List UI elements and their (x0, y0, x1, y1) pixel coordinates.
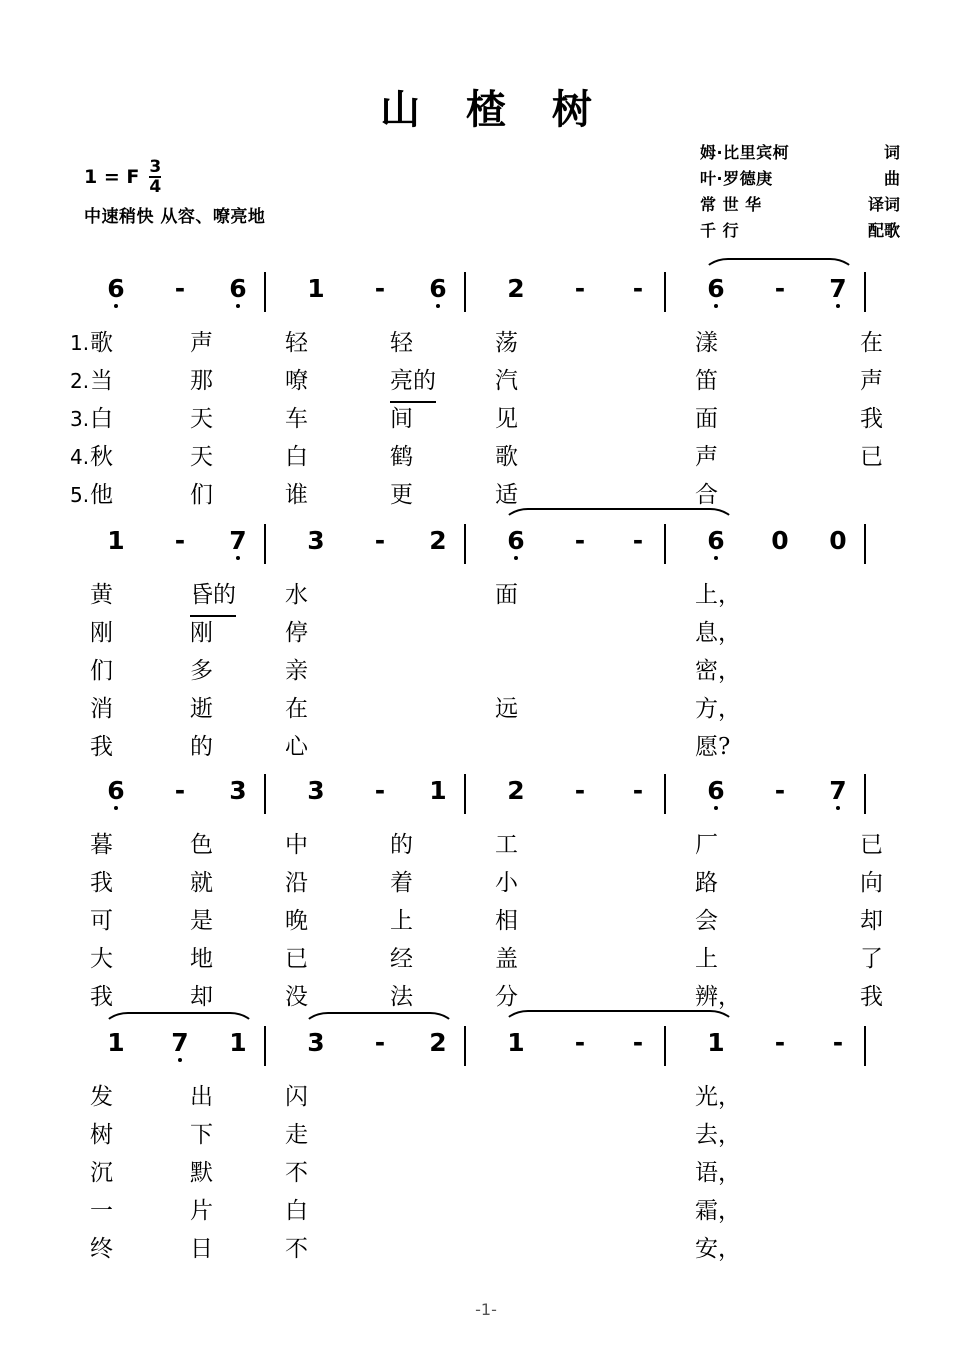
barline-end (864, 272, 866, 312)
note: 0 (771, 526, 789, 555)
lyric-line (70, 826, 910, 864)
lyric-syllable: 已 (860, 444, 883, 470)
lyrics-block (70, 1078, 910, 1268)
lyric-syllable: 默 (190, 1160, 213, 1186)
barline (264, 1026, 266, 1066)
lyric-syllable: 的 (390, 832, 413, 858)
lyric-syllable: 沿 (285, 870, 308, 896)
barline (664, 1026, 666, 1066)
note-dash: - (374, 274, 386, 303)
note: 6 (222, 268, 254, 310)
low-octave-dot (114, 806, 118, 810)
lyric-syllable: 见 (495, 406, 518, 432)
lyric-syllable: 车 (285, 406, 308, 432)
lyric-syllable: 白 (285, 1198, 308, 1224)
lyric-syllable: 没 (285, 984, 308, 1010)
credit-row-lyricist (700, 140, 900, 166)
note: 6 (100, 770, 132, 812)
lyric-syllable: 笛 (695, 368, 718, 394)
lyric-syllable: 地 (190, 946, 213, 972)
page-number: -1- (475, 1300, 497, 1319)
note: 6 (700, 268, 732, 310)
lyric-syllable: 相 (495, 908, 518, 934)
lyric-syllable: 多 (190, 658, 213, 684)
low-octave-dot (836, 304, 840, 308)
lyric-syllable: 中 (285, 832, 308, 858)
lyrics-block (70, 576, 910, 766)
lyric-line (70, 400, 910, 438)
notation-row (70, 770, 910, 826)
lyric-syllable: 我 (860, 984, 883, 1010)
lyric-syllable: 面 (695, 406, 718, 432)
note-dash: - (774, 1028, 786, 1057)
lyric-syllable: 语， (695, 1160, 741, 1186)
lyric-syllable: 却 (190, 984, 213, 1010)
lyric-syllable: 就 (190, 870, 213, 896)
note-dash: - (374, 1028, 386, 1057)
lyric-syllable: 刚 (190, 620, 213, 646)
lyric-syllable: 暮 (90, 832, 113, 858)
lyric-syllable: 声 (695, 444, 718, 470)
lyric-line (70, 652, 910, 690)
lyric-line (70, 1116, 910, 1154)
lyric-syllable: 方， (695, 696, 741, 722)
note-dash: - (374, 526, 386, 555)
lyric-syllable: 荡 (495, 330, 518, 356)
lyric-syllable: 大 (90, 946, 113, 972)
lyric-line (70, 902, 910, 940)
barline (664, 524, 666, 564)
lyric-syllable: 嘹 (285, 368, 308, 394)
credit-name-composer: 叶·罗德庚 (700, 169, 773, 188)
lyric-line (70, 324, 910, 362)
lyrics-block (70, 826, 910, 1016)
lyric-syllable: 发 (90, 1084, 113, 1110)
lyric-syllable: 盖 (495, 946, 518, 972)
lyric-syllable: 辨， (695, 984, 741, 1010)
low-octave-dot (236, 556, 240, 560)
key-tempo-block (84, 156, 266, 227)
lyric-syllable: 却 (860, 908, 883, 934)
lyric-line (70, 864, 910, 902)
lyric-syllable: 秋 (90, 444, 113, 470)
lyrics-block (70, 324, 910, 514)
lyric-syllable: 刚 (90, 620, 113, 646)
lyric-syllable: 适 (495, 482, 518, 508)
lyric-syllable: 间 (390, 406, 413, 432)
music-system (70, 520, 910, 766)
lyric-syllable: 远 (495, 696, 518, 722)
low-octave-dot (714, 556, 718, 560)
tempo-marking: 中速稍快 从容、嘹亮地 (84, 207, 266, 227)
lyric-line (70, 728, 910, 766)
note-dash: - (174, 274, 186, 303)
lyric-syllable: 上， (695, 582, 741, 608)
low-octave-dot (514, 556, 518, 560)
lyric-syllable: 合 (695, 482, 718, 508)
lyric-syllable: 路 (695, 870, 718, 896)
low-octave-dot (114, 304, 118, 308)
note: 6 (700, 520, 732, 562)
lyric-syllable: 声 (190, 330, 213, 356)
lyric-syllable: 光， (695, 1084, 741, 1110)
barline (664, 774, 666, 814)
credit-row-arranger (700, 218, 900, 244)
note: 7 (164, 1022, 196, 1064)
lyric-syllable: 去， (695, 1122, 741, 1148)
lyric-syllable: 工 (495, 832, 518, 858)
note: 2 (429, 526, 447, 555)
lyric-syllable: 厂 (695, 832, 718, 858)
low-octave-dot (836, 806, 840, 810)
key-signature-line (84, 156, 265, 197)
lyric-syllable: 日 (190, 1236, 213, 1262)
lyric-syllable: 逝 (190, 696, 213, 722)
lyric-syllable: 声 (860, 368, 883, 394)
lyric-syllable: 色 (190, 832, 213, 858)
lyric-syllable: 在 (285, 696, 308, 722)
lyric-syllable: 分 (495, 984, 518, 1010)
credit-name-lyricist: 姆·比里宾柯 (700, 143, 790, 162)
barline (464, 272, 466, 312)
note: 3 (229, 776, 247, 805)
lyric-syllable: 闪 (285, 1084, 308, 1110)
low-octave-dot (178, 1058, 182, 1062)
lyric-syllable: 上 (695, 946, 718, 972)
lyric-syllable: 了 (860, 946, 883, 972)
music-system (70, 268, 910, 514)
time-signature-denominator: 4 (149, 176, 162, 197)
lyric-verse-number: 3. (70, 407, 90, 431)
lyric-syllable: 我 (860, 406, 883, 432)
low-octave-dot (714, 304, 718, 308)
note: 0 (829, 526, 847, 555)
slur (302, 1012, 456, 1030)
lyric-syllable: 天 (190, 444, 213, 470)
notation-row (70, 520, 910, 576)
notation-row (70, 268, 910, 324)
barline (464, 524, 466, 564)
note: 3 (307, 526, 325, 555)
lyric-line (70, 476, 910, 514)
lyric-syllable: 安， (695, 1236, 741, 1262)
barline (664, 272, 666, 312)
lyric-syllable: 白 (285, 444, 308, 470)
lyric-syllable: 不 (285, 1160, 308, 1186)
lyric-syllable: 上 (390, 908, 413, 934)
lyric-syllable: 们 (190, 482, 213, 508)
note-dash: - (574, 1028, 586, 1057)
note: 1 (229, 1028, 247, 1057)
lyric-syllable: 轻 (285, 330, 308, 356)
lyric-syllable: 下 (190, 1122, 213, 1148)
lyric-syllable: 黄 (90, 582, 113, 608)
note-dash: - (574, 776, 586, 805)
lyric-syllable: 他 (90, 482, 113, 508)
lyric-syllable: 霜， (695, 1198, 741, 1224)
barline-end (864, 1026, 866, 1066)
lyric-line (70, 362, 910, 400)
lyric-line (70, 614, 910, 652)
lyric-syllable: 面 (495, 582, 518, 608)
lyric-syllable: 法 (390, 984, 413, 1010)
lyric-syllable: 心 (285, 734, 308, 760)
barline-end (864, 774, 866, 814)
lyric-syllable: 们 (90, 658, 113, 684)
lyric-syllable: 密， (695, 658, 741, 684)
lyric-syllable: 沉 (90, 1160, 113, 1186)
lyric-syllable: 那 (190, 368, 213, 394)
note: 6 (700, 770, 732, 812)
time-signature-numerator: 3 (149, 156, 162, 177)
barline (264, 272, 266, 312)
barline-end (864, 524, 866, 564)
note: 6 (100, 268, 132, 310)
note-dash: - (632, 1028, 644, 1057)
lyric-syllable: 树 (90, 1122, 113, 1148)
note: 1 (107, 1028, 125, 1057)
note-dash: - (774, 776, 786, 805)
lyric-syllable: 晚 (285, 908, 308, 934)
lyric-syllable: 歌 (90, 330, 113, 356)
barline (464, 774, 466, 814)
note-dash: - (632, 776, 644, 805)
note-dash: - (632, 526, 644, 555)
lyric-verse-number: 5. (70, 483, 90, 507)
key-signature: 1 = F (84, 166, 140, 188)
lyric-line (70, 940, 910, 978)
note: 7 (822, 770, 854, 812)
lyric-syllable: 谁 (285, 482, 308, 508)
credit-role-lyricist: 词 (883, 143, 900, 162)
lyric-syllable: 会 (695, 908, 718, 934)
credit-row-composer (700, 166, 900, 192)
lyric-syllable: 息， (695, 620, 741, 646)
note-dash: - (174, 776, 186, 805)
lyric-syllable: 昏的 (190, 576, 236, 617)
credit-name-translator: 常 世 华 (700, 195, 762, 214)
lyric-line (70, 690, 910, 728)
note: 2 (429, 1028, 447, 1057)
note-dash: - (632, 274, 644, 303)
note-dash: - (174, 526, 186, 555)
lyric-syllable: 水 (285, 582, 308, 608)
credit-name-arranger: 千 行 (700, 221, 740, 240)
lyric-syllable: 经 (390, 946, 413, 972)
note-dash: - (574, 526, 586, 555)
music-system (70, 1022, 910, 1268)
lyric-syllable: 更 (390, 482, 413, 508)
music-system (70, 770, 910, 1016)
lyric-syllable: 亲 (285, 658, 308, 684)
note: 1 (307, 274, 325, 303)
barline (464, 1026, 466, 1066)
credit-role-arranger: 配歌 (867, 221, 900, 240)
lyric-syllable: 我 (90, 984, 113, 1010)
barline (264, 774, 266, 814)
credits-block (700, 140, 900, 244)
note: 6 (500, 520, 532, 562)
credit-role-composer: 曲 (883, 169, 900, 188)
lyric-syllable: 歌 (495, 444, 518, 470)
lyric-line (70, 978, 910, 1016)
lyric-syllable: 亮的 (390, 362, 436, 403)
note-dash: - (832, 1028, 844, 1057)
notation-row (70, 1022, 910, 1078)
lyric-syllable: 消 (90, 696, 113, 722)
credit-role-translator: 译词 (867, 195, 900, 214)
lyric-syllable: 已 (860, 832, 883, 858)
lyric-syllable: 不 (285, 1236, 308, 1262)
lyric-line (70, 1230, 910, 1268)
note: 7 (822, 268, 854, 310)
lyric-syllable: 是 (190, 908, 213, 934)
lyric-syllable: 向 (860, 870, 883, 896)
low-octave-dot (236, 304, 240, 308)
lyric-syllable: 白 (90, 406, 113, 432)
lyric-syllable: 可 (90, 908, 113, 934)
lyric-line (70, 1192, 910, 1230)
lyric-syllable: 鹤 (390, 444, 413, 470)
lyric-syllable: 片 (190, 1198, 213, 1224)
lyric-syllable: 天 (190, 406, 213, 432)
lyric-syllable: 我 (90, 870, 113, 896)
lyric-syllable: 汽 (495, 368, 518, 394)
lyric-syllable: 轻 (390, 330, 413, 356)
lyric-verse-number: 2. (70, 369, 90, 393)
lyric-line (70, 1078, 910, 1116)
lyric-syllable: 当 (90, 368, 113, 394)
note: 3 (307, 1028, 325, 1057)
lyric-syllable: 已 (285, 946, 308, 972)
lyric-syllable: 着 (390, 870, 413, 896)
note: 2 (507, 776, 525, 805)
lyric-syllable: 漾 (695, 330, 718, 356)
credit-row-translator (700, 192, 900, 218)
lyric-syllable: 一 (90, 1198, 113, 1224)
low-octave-dot (436, 304, 440, 308)
note: 1 (107, 526, 125, 555)
note: 1 (429, 776, 447, 805)
lyric-line (70, 576, 910, 614)
lyric-verse-number: 4. (70, 445, 90, 469)
lyric-syllable: 停 (285, 620, 308, 646)
note: 6 (422, 268, 454, 310)
lyric-syllable: 小 (495, 870, 518, 896)
lyric-syllable: 我 (90, 734, 113, 760)
note: 1 (507, 1028, 525, 1057)
lyric-syllable: 在 (860, 330, 883, 356)
lyric-line (70, 438, 910, 476)
note: 1 (707, 1028, 725, 1057)
note-dash: - (574, 274, 586, 303)
time-signature (149, 156, 162, 197)
page-title: 山 楂 树 (380, 86, 608, 133)
slur (102, 1012, 256, 1030)
note-dash: - (774, 274, 786, 303)
note-dash: - (374, 776, 386, 805)
lyric-syllable: 终 (90, 1236, 113, 1262)
note: 2 (507, 274, 525, 303)
lyric-syllable: 走 (285, 1122, 308, 1148)
slur (702, 258, 856, 276)
lyric-syllable: 愿? (695, 734, 731, 760)
note: 7 (222, 520, 254, 562)
lyric-verse-number: 1. (70, 331, 90, 355)
low-octave-dot (714, 806, 718, 810)
lyric-syllable: 出 (190, 1084, 213, 1110)
barline (264, 524, 266, 564)
lyric-syllable: 的 (190, 734, 213, 760)
lyric-line (70, 1154, 910, 1192)
note: 3 (307, 776, 325, 805)
